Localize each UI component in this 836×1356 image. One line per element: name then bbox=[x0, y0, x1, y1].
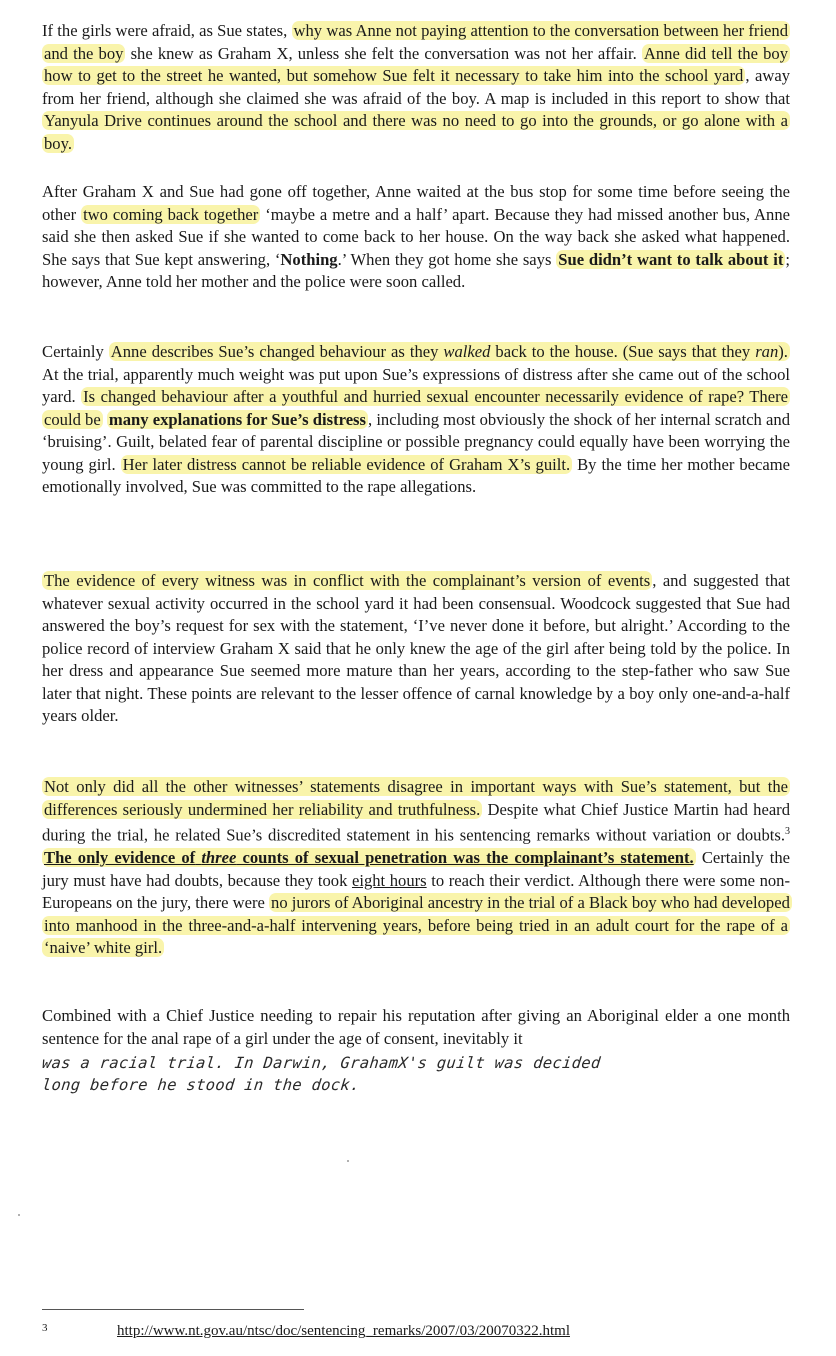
footnote-url-link[interactable]: http://www.nt.gov.au/ntsc/doc/sentencing_remarks/2007/03/20070322.html bbox=[117, 1323, 570, 1339]
paragraph-6 bbox=[42, 1005, 790, 1050]
text-span: she knew as Graham X, unless she felt the conversation was not her affair. bbox=[130, 43, 637, 63]
handwritten-line-1: was a racial trial. In Darwin, GrahamX's guilt was decided bbox=[41, 1054, 602, 1072]
text-span: Combined with a Chief Justice needing to repair his reputation after giving an Aboriginal elder a one month sentence for the anal rape of a girl under the age of consent, inevitably it bbox=[42, 1006, 790, 1048]
text-span: If the girls were afraid, as Sue states, bbox=[42, 21, 288, 40]
italic-text: ran bbox=[755, 342, 779, 361]
highlighted-text: why was Anne not paying attention to the conversation between her friend and the boy bbox=[44, 21, 789, 63]
footnote-reference: 3 bbox=[785, 826, 790, 837]
footnote-number: 3 bbox=[42, 1322, 48, 1334]
italic-text: walked bbox=[443, 342, 491, 361]
footnote-divider bbox=[42, 1309, 304, 1310]
highlighted-text: Her later distress cannot be reliable evidence of Graham X’s guilt. bbox=[122, 454, 571, 474]
text-span: Despite what Chief Justice Martin had heard during the trial, he related Sue’s discredited statement in his sentencing remarks without variation or doubts. bbox=[42, 799, 791, 845]
text-span: to reach their verdict. Although there were some non-Europeans on the jury, there were bbox=[42, 870, 791, 913]
handwritten-line-2: long before he stood in the dock. bbox=[41, 1076, 361, 1094]
underlined-text: eight hours bbox=[351, 870, 427, 890]
text-span: Certainly the jury must have had doubts, because they took bbox=[42, 848, 790, 890]
bold-italic-text: three bbox=[201, 848, 237, 868]
highlighted-text: Anne describes Sue’s changed behaviour as they bbox=[110, 342, 439, 361]
scan-speck bbox=[347, 1160, 349, 1162]
highlighted-bold-text: counts of sexual penetration was the complainant’s statement. bbox=[242, 848, 694, 868]
paragraph-1 bbox=[42, 20, 790, 155]
text-span: , and suggested that whatever sexual activity occurred in the school yard it had been consensual. Woodcock suggested that Sue had answered the boy’s request for sex with the statement, ‘I’ve never done it before, but alright.’ According to the police record of interview Graham X said that he only knew the age of the girl after being told by the police. In her dress and appearance Sue seemed more mature than her years, according to the step-father who saw Sue later that night. These points are relevant to the lesser offence of carnal knowledge by a boy only one-and-a-half years older. bbox=[42, 571, 790, 725]
text-span: By the time her mother became emotionally involved, Sue was committed to the rape allegations. bbox=[42, 454, 790, 496]
highlighted-text: back to the house. (Sue says that they bbox=[495, 342, 751, 361]
highlighted-text: Yanyula Drive continues around the school and there was no need to go into the grounds, or go alone with a boy. bbox=[44, 111, 788, 153]
highlighted-bold-text: many explanations for Sue’s distress bbox=[108, 409, 366, 429]
paragraph-5 bbox=[42, 776, 790, 960]
paragraph-3 bbox=[42, 341, 790, 499]
highlighted-text: Is changed behaviour after a youthful and hurried sexual encounter necessarily evidence of rape? There could be bbox=[44, 387, 788, 429]
scan-speck bbox=[18, 1214, 20, 1216]
highlighted-text: Anne did tell the boy how to get to the street he wanted, but somehow Sue felt it necessary to take him into the school yard bbox=[44, 43, 788, 85]
paragraph-4 bbox=[42, 570, 790, 728]
highlighted-text: The evidence of every witness was in conflict with the complainant’s version of events bbox=[44, 571, 651, 590]
text-span: At the trial, apparently much weight was put upon Sue’s expressions of distress after she came out of the school yard. bbox=[42, 364, 790, 406]
highlighted-text: ). bbox=[778, 342, 788, 361]
text-span: ; however, Anne told her mother and the police were soon called. bbox=[42, 249, 790, 291]
text-span: , away from her friend, although she claimed she was afraid of the boy. A map is included in this report to show that bbox=[42, 66, 790, 108]
highlighted-bold-text: Sue didn’t want to talk about it bbox=[558, 249, 784, 269]
highlighted-text: no jurors of Aboriginal ancestry in the trial of a Black boy who had developed into manhood in the three-and-a-half intervening years, before being tried in an adult court for the rape of a ‘naive’ white girl. bbox=[44, 893, 790, 958]
highlighted-text: two coming back together bbox=[83, 204, 259, 224]
bold-text: Nothing bbox=[280, 249, 338, 269]
highlighted-bold-text: The only evidence of bbox=[44, 848, 196, 868]
highlighted-text: Not only did all the other witnesses’ statements disagree in important ways with Sue’s statement, but the differences seriously undermined her reliability and truthfulness. bbox=[44, 777, 788, 819]
text-span: .’ When they got home she says bbox=[337, 249, 552, 269]
text-span: , including most obviously the shock of her internal scratch and ‘bruising’. Guilt, belated fear of parental discipline or possible pregnancy could equally have been worrying the young girl. bbox=[42, 409, 790, 474]
paragraph-2 bbox=[42, 181, 790, 294]
text-span: Certainly bbox=[42, 342, 104, 361]
text-span: After Graham X and Sue had gone off together, Anne waited at the bus stop for some time before seeing the other bbox=[42, 182, 790, 224]
text-span: ‘maybe a metre and a half’ apart. Because they had missed another bus, Anne said she then asked Sue if she wanted to come back to her house. On the way back she asked what happened. She says that Sue kept answering, ‘ bbox=[42, 204, 790, 269]
